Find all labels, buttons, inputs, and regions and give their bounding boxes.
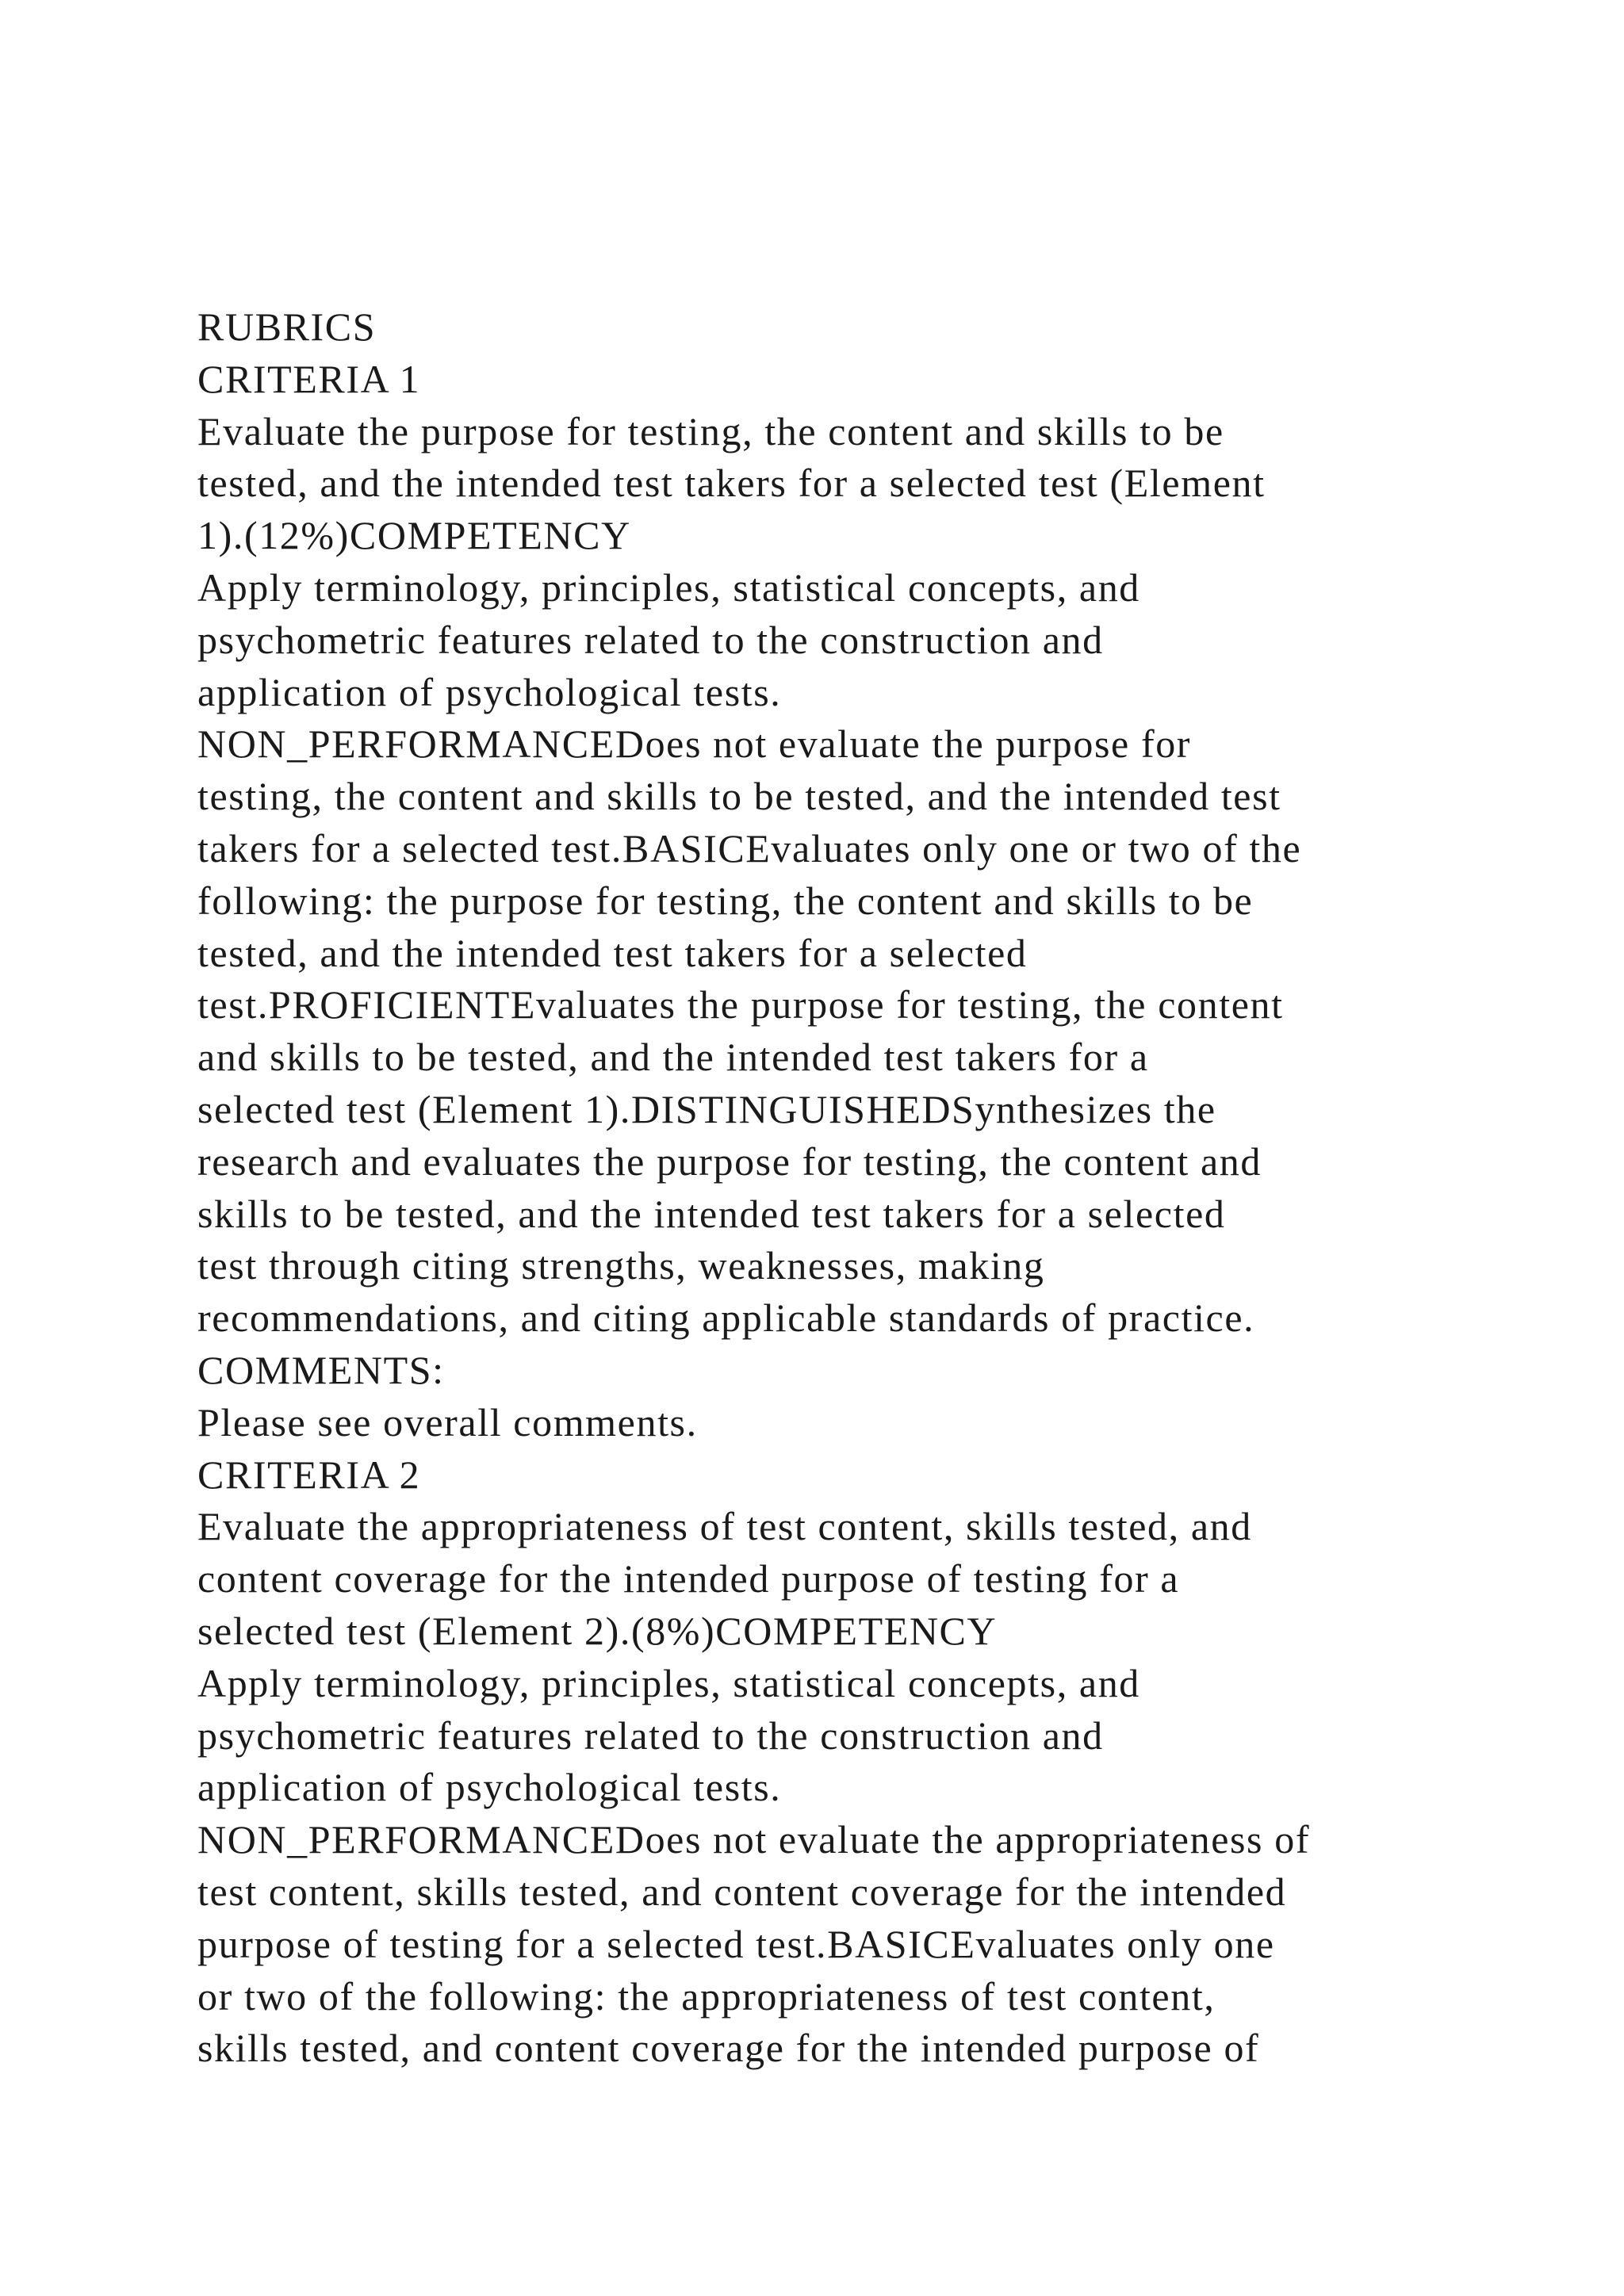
text-line: takers for a selected test.BASICEvaluates only one or two of the	[197, 825, 1302, 871]
text-line: tested, and the intended test takers for a selected test (Element	[197, 461, 1266, 506]
text-line: purpose of testing for a selected test.BASICEvaluates only one	[197, 1921, 1275, 1966]
text-line: test.PROFICIENTEvaluates the purpose for testing, the content	[197, 982, 1284, 1027]
text-line: CRITERIA 1	[197, 356, 421, 401]
text-line: testing, the content and skills to be tested, and the intended test	[197, 774, 1281, 819]
text-line: Evaluate the appropriateness of test content, skills tested, and	[197, 1504, 1252, 1549]
text-line: research and evaluates the purpose for testing, the content and	[197, 1138, 1262, 1184]
text-line: psychometric features related to the construction and	[197, 617, 1104, 662]
text-line: CRITERIA 2	[197, 1452, 421, 1497]
text-line: selected test (Element 1).DISTINGUISHEDSynthesizes the	[197, 1086, 1216, 1131]
text-line: Apply terminology, principles, statistical concepts, and	[197, 564, 1140, 610]
text-line: selected test (Element 2).(8%)COMPETENCY	[197, 1608, 998, 1653]
text-line: skills to be tested, and the intended test takers for a selected	[197, 1191, 1226, 1236]
text-line: following: the purpose for testing, the content and skills to be	[197, 878, 1254, 923]
text-line: Please see overall comments.	[197, 1399, 698, 1445]
text-line: Apply terminology, principles, statistical concepts, and	[197, 1660, 1140, 1705]
text-line: NON_PERFORMANCEDoes not evaluate the appropriateness of	[197, 1817, 1311, 1862]
text-line: 1).(12%)COMPETENCY	[197, 513, 631, 558]
text-line: psychometric features related to the construction and	[197, 1712, 1104, 1758]
text-line: COMMENTS:	[197, 1347, 445, 1392]
text-line: NON_PERFORMANCEDoes not evaluate the purpose for	[197, 721, 1192, 767]
text-line: content coverage for the intended purpose of testing for a	[197, 1556, 1180, 1601]
text-line: tested, and the intended test takers for a selected	[197, 930, 1028, 975]
text-line: test content, skills tested, and content coverage for the intended	[197, 1869, 1287, 1914]
text-line: and skills to be tested, and the intended test takers for a	[197, 1035, 1149, 1080]
text-line: RUBRICS	[197, 304, 377, 349]
text-line: or two of the following: the appropriateness of test content,	[197, 1973, 1216, 2019]
text-line: Evaluate the purpose for testing, the content and skills to be	[197, 408, 1224, 453]
document-body	[197, 301, 1609, 2075]
text-line: skills tested, and content coverage for the intended purpose of	[197, 2026, 1260, 2071]
text-line: application of psychological tests.	[197, 1765, 782, 1810]
text-line: application of psychological tests.	[197, 669, 782, 714]
text-line: recommendations, and citing applicable standards of practice.	[197, 1295, 1255, 1341]
text-line: test through citing strengths, weaknesses, making	[197, 1243, 1045, 1288]
